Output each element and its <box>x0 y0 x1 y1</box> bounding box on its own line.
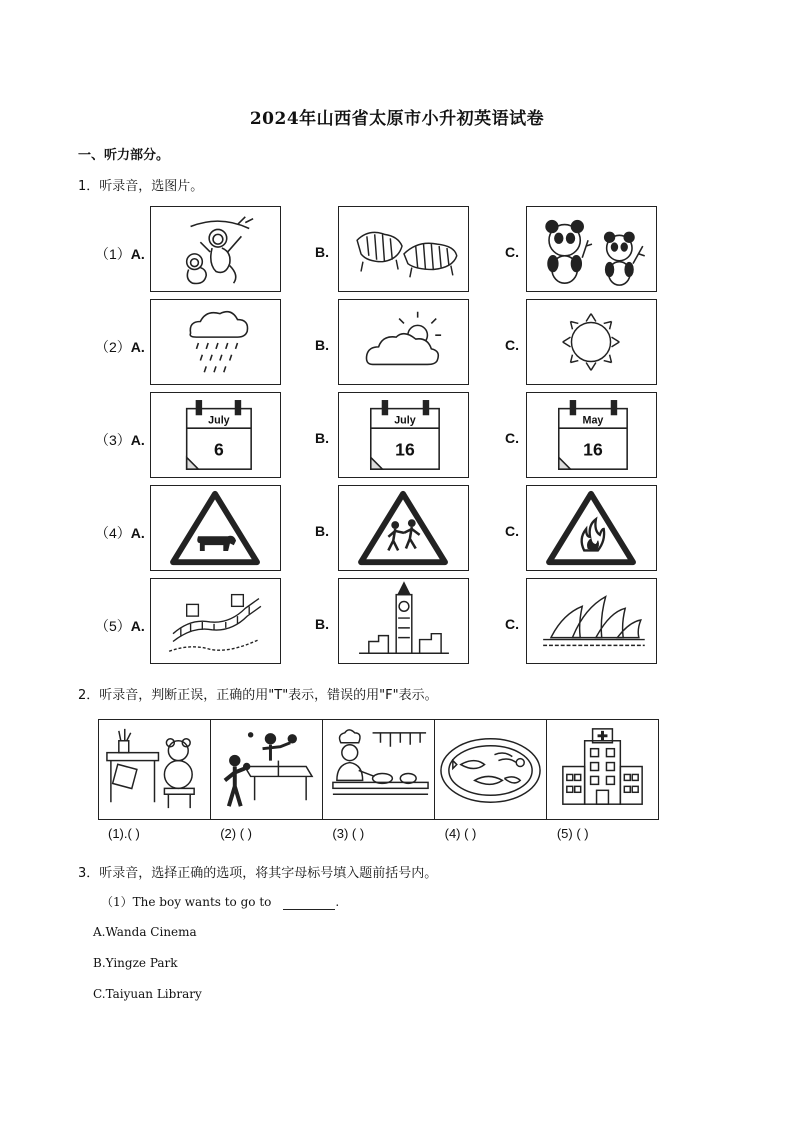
calendar-day: 6 <box>214 439 224 460</box>
pandas-icon[interactable] <box>526 206 657 292</box>
calendar-month: July <box>394 414 416 427</box>
calendar-day: 16 <box>395 439 415 460</box>
sun-icon[interactable] <box>526 299 657 385</box>
calendar-icon[interactable] <box>150 392 281 478</box>
great-wall-icon[interactable] <box>150 578 281 664</box>
fire-warning-sign-icon[interactable] <box>526 485 657 571</box>
calendar-icon[interactable] <box>338 392 469 478</box>
calendar-month: May <box>582 414 604 427</box>
calendar-month: July <box>208 414 230 427</box>
picture-choice-grid <box>95 206 665 671</box>
cattle-warning-sign-icon[interactable] <box>150 485 281 571</box>
rain-cloud-icon[interactable] <box>150 299 281 385</box>
choice-row: （4）A. B. C. <box>95 485 665 578</box>
answer-blank[interactable]: (3) ( ) <box>332 826 365 841</box>
opera-house-icon[interactable] <box>526 578 657 664</box>
cook-icon[interactable] <box>323 720 435 819</box>
choice-row: （1）A. B. C. <box>95 206 665 299</box>
answer-blank[interactable]: (5) ( ) <box>556 826 589 841</box>
answer-blank[interactable]: (2) ( ) <box>220 826 252 841</box>
calendar-day: 16 <box>583 439 603 460</box>
tigers-icon[interactable] <box>338 206 469 292</box>
calendar-icon[interactable] <box>526 392 657 478</box>
answer-blank[interactable]: (4) ( ) <box>444 826 477 841</box>
partly-cloudy-icon[interactable] <box>338 299 469 385</box>
answer-blanks <box>98 826 659 841</box>
choice-row: （3）A. July 6 B. July 16 C. May 16 <box>95 392 665 485</box>
desk-teddy-bear-icon[interactable] <box>99 720 211 819</box>
section-heading: 一、听力部分。 <box>78 148 170 163</box>
question-1-prompt: 1．听录音，选图片。 <box>78 179 204 194</box>
choice-row: （5）A. B. C. <box>95 578 665 671</box>
hospital-icon[interactable] <box>547 720 658 819</box>
seafood-plate-icon[interactable] <box>435 720 547 819</box>
monkeys-icon[interactable] <box>150 206 281 292</box>
exam-title: 2024年山西省太原市小升初英语试卷 <box>249 109 545 129</box>
ping-pong-icon[interactable] <box>211 720 323 819</box>
option-b[interactable]: B.Yingze Park <box>93 956 178 970</box>
option-a[interactable]: A.Wanda Cinema <box>93 925 197 939</box>
question-2-prompt: 2．听录音，判断正误，正确的用"T"表示，错误的用"F"表示。 <box>78 688 438 703</box>
answer-blank[interactable]: (1).( ) <box>108 826 140 841</box>
option-c[interactable]: C.Taiyuan Library <box>93 987 202 1001</box>
big-ben-icon[interactable] <box>338 578 469 664</box>
fill-blank[interactable] <box>283 897 335 910</box>
question-3-1-stem: （1）The boy wants to go to . <box>101 895 340 909</box>
true-false-picture-strip <box>98 719 659 820</box>
choice-row: （2）A. B. C. <box>95 299 665 392</box>
question-3-prompt: 3．听录音，选择正确的选项，将其字母标号填入题前括号内。 <box>78 866 438 881</box>
children-crossing-sign-icon[interactable] <box>338 485 469 571</box>
